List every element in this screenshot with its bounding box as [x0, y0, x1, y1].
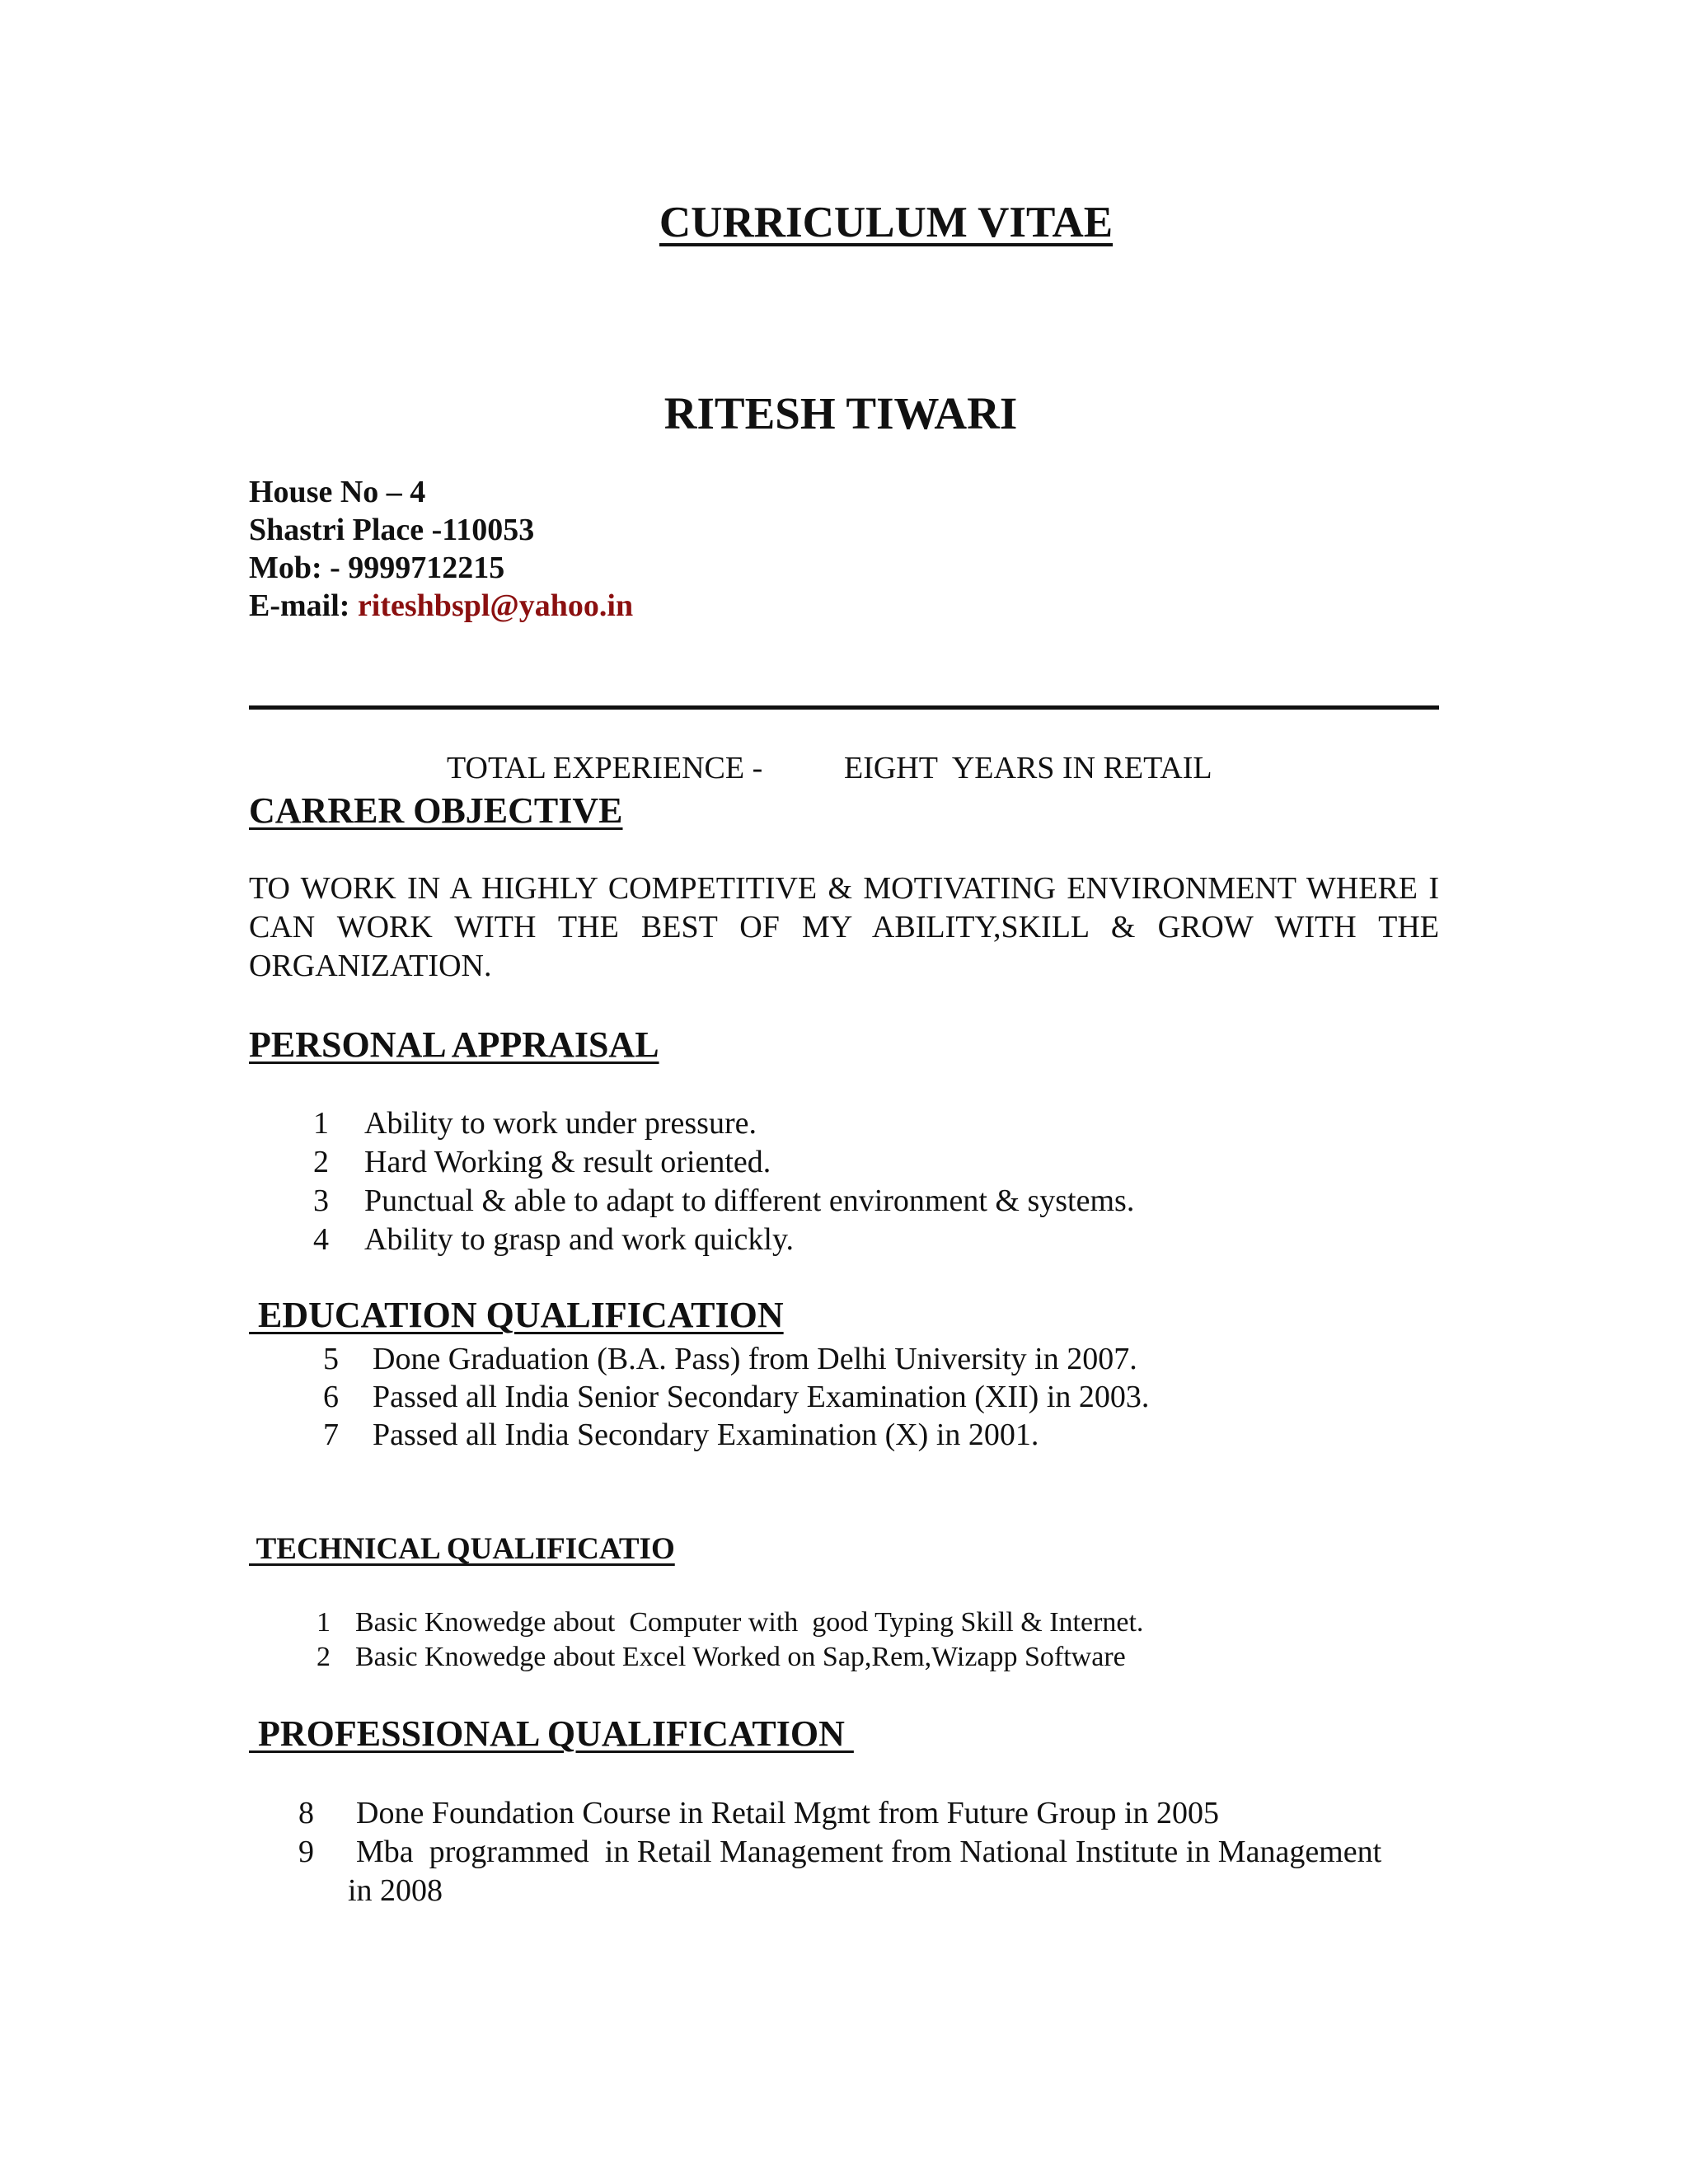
email-link[interactable]: riteshbspl@yahoo.in — [357, 588, 634, 623]
item-number: 1 — [316, 1607, 331, 1638]
item-text: Done Foundation Course in Retail Mgmt from Future Group in 2005 — [356, 1796, 1220, 1830]
document-title: CURRICULUM VITAE — [659, 199, 1114, 246]
education-heading: EDUCATION QUALIFICATION — [249, 1295, 784, 1335]
item-number: 8 — [298, 1796, 314, 1830]
list-item — [313, 1182, 1134, 1221]
list-item-continuation — [298, 1872, 1381, 1910]
professional-heading: PROFESSIONAL QUALIFICATION — [249, 1713, 854, 1754]
item-text: Hard Working & result oriented. — [364, 1145, 771, 1179]
item-text: Punctual & able to adapt to different environment & systems. — [364, 1183, 1135, 1218]
list-item — [323, 1378, 1149, 1416]
contact-email-line — [249, 587, 633, 625]
email-label: E-mail: — [249, 588, 358, 623]
item-text: Basic Knowedge about Computer with good Typing Skill & Internet. — [355, 1607, 1144, 1638]
item-number: 9 — [298, 1835, 314, 1869]
objective-heading: CARRER OBJECTIVE — [249, 790, 623, 831]
item-number: 2 — [316, 1642, 331, 1672]
experience-label: TOTAL EXPERIENCE - — [447, 751, 763, 785]
item-text: Basic Knowedge about Excel Worked on Sap,Rem,Wizapp Software — [355, 1642, 1126, 1672]
list-item — [323, 1416, 1149, 1454]
appraisal-list — [313, 1104, 1134, 1259]
technical-list — [316, 1605, 1143, 1675]
item-number: 2 — [313, 1145, 329, 1179]
item-number: 1 — [313, 1106, 329, 1141]
contact-address: Shastri Place -110053 — [249, 513, 535, 547]
contact-house: House No – 4 — [249, 475, 426, 509]
list-item — [298, 1794, 1381, 1833]
experience-value: EIGHT YEARS IN RETAIL — [844, 751, 1212, 785]
item-text: Ability to work under pressure. — [364, 1106, 757, 1141]
header-divider — [249, 705, 1439, 710]
item-text: Mba programmed in Retail Management from National Institute in Management — [356, 1835, 1382, 1869]
item-number: 5 — [323, 1342, 339, 1376]
item-number: 4 — [313, 1222, 329, 1257]
contact-mobile: Mob: - 9999712215 — [249, 551, 505, 585]
list-item — [298, 1833, 1381, 1872]
professional-list — [298, 1794, 1381, 1910]
item-number: 7 — [323, 1418, 339, 1452]
item-text: Passed all India Senior Secondary Examination (XII) in 2003. — [373, 1380, 1150, 1414]
list-item — [313, 1143, 1134, 1182]
item-number: 3 — [313, 1183, 329, 1218]
list-item — [313, 1221, 1134, 1259]
item-text: Done Graduation (B.A. Pass) from Delhi University in 2007. — [373, 1342, 1137, 1376]
list-item — [323, 1340, 1149, 1378]
education-list — [323, 1340, 1149, 1454]
candidate-name: RITESH TIWARI — [663, 388, 1018, 438]
objective-text: TO WORK IN A HIGHLY COMPETITIVE & MOTIVATING ENVIRONMENT WHERE I CAN WORK WITH THE BEST OF MY ABILITY,SKILL & GROW WITH THE ORGANIZATION. — [249, 871, 1439, 983]
technical-heading: TECHNICAL QUALIFICATIO — [249, 1532, 675, 1566]
item-text-continuation: in 2008 — [348, 1873, 443, 1908]
item-text: Passed all India Secondary Examination (X) in 2001. — [373, 1418, 1039, 1452]
list-item — [316, 1605, 1143, 1640]
list-item — [316, 1640, 1143, 1675]
item-number: 6 — [323, 1380, 339, 1414]
appraisal-heading: PERSONAL APPRAISAL — [249, 1024, 659, 1065]
list-item — [313, 1104, 1134, 1143]
item-text: Ability to grasp and work quickly. — [364, 1222, 795, 1257]
